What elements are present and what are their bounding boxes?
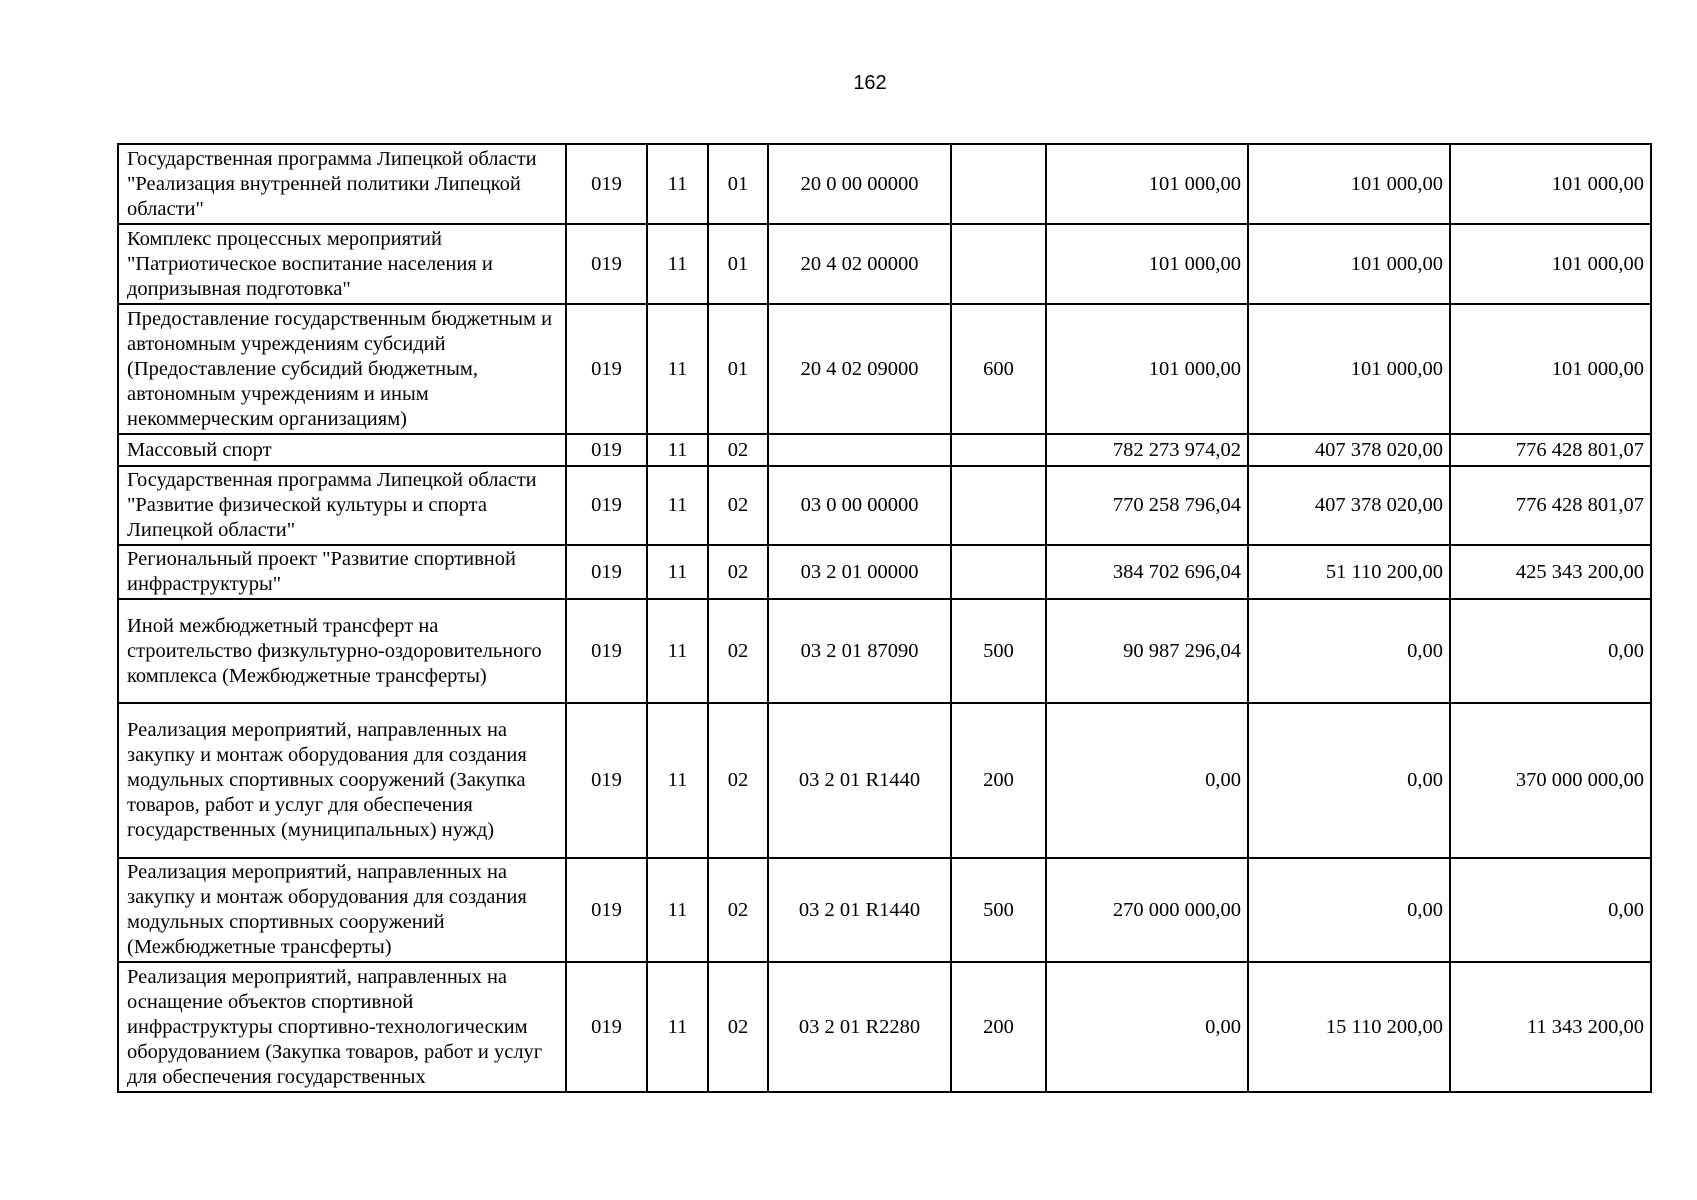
cell-subsection: 02	[708, 962, 768, 1092]
cell-expense-type	[951, 466, 1046, 545]
cell-sum-year-1: 90 987 296,04	[1046, 599, 1248, 703]
cell-expense-type	[951, 224, 1046, 304]
cell-sum-year-2: 15 110 200,00	[1248, 962, 1450, 1092]
table-row	[118, 144, 1651, 224]
cell-subsection: 02	[708, 858, 768, 962]
cell-expense-type	[951, 434, 1046, 466]
cell-name: Реализация мероприятий, направленных на закупку и монтаж оборудования для создания модульных спортивных сооружений (Закупка товаров, работ и услуг для обеспечения государственных (муниципальных) нужд)	[118, 703, 566, 858]
cell-name: Реализация мероприятий, направленных на оснащение объектов спортивной инфраструктуры спортивно-технологическим оборудованием (Закупка товаров, работ и услуг для обеспечения государственных	[118, 962, 566, 1092]
cell-sum-year-3: 776 428 801,07	[1450, 434, 1651, 466]
cell-sum-year-3: 11 343 200,00	[1450, 962, 1651, 1092]
cell-target-article: 03 2 01 87090	[768, 599, 951, 703]
cell-sum-year-2: 407 378 020,00	[1248, 466, 1450, 545]
cell-target-article: 03 2 01 R1440	[768, 703, 951, 858]
cell-name: Комплекс процессных мероприятий "Патриотическое воспитание населения и допризывная подготовка"	[118, 224, 566, 304]
cell-sum-year-1: 270 000 000,00	[1046, 858, 1248, 962]
cell-section: 11	[647, 144, 708, 224]
cell-target-article: 03 2 01 R1440	[768, 858, 951, 962]
cell-expense-type	[951, 545, 1046, 599]
cell-ministry-code: 019	[566, 434, 647, 466]
cell-expense-type: 600	[951, 304, 1046, 434]
cell-name: Региональный проект "Развитие спортивной инфраструктуры"	[118, 545, 566, 599]
cell-section: 11	[647, 858, 708, 962]
cell-sum-year-2: 51 110 200,00	[1248, 545, 1450, 599]
cell-sum-year-3: 101 000,00	[1450, 304, 1651, 434]
cell-sum-year-2: 101 000,00	[1248, 224, 1450, 304]
cell-subsection: 02	[708, 703, 768, 858]
cell-ministry-code: 019	[566, 962, 647, 1092]
cell-sum-year-2: 101 000,00	[1248, 144, 1450, 224]
cell-section: 11	[647, 962, 708, 1092]
table-row	[118, 304, 1651, 434]
table-row	[118, 466, 1651, 545]
cell-expense-type: 500	[951, 858, 1046, 962]
cell-name: Реализация мероприятий, направленных на закупку и монтаж оборудования для создания модульных спортивных сооружений (Межбюджетные трансферты)	[118, 858, 566, 962]
cell-section: 11	[647, 545, 708, 599]
cell-target-article: 03 0 00 00000	[768, 466, 951, 545]
table-row	[118, 545, 1651, 599]
cell-sum-year-3: 0,00	[1450, 599, 1651, 703]
cell-subsection: 02	[708, 434, 768, 466]
cell-name: Иной межбюджетный трансферт на строительство физкультурно-оздоровительного комплекса (Межбюджетные трансферты)	[118, 599, 566, 703]
cell-ministry-code: 019	[566, 224, 647, 304]
cell-ministry-code: 019	[566, 304, 647, 434]
cell-expense-type: 200	[951, 962, 1046, 1092]
cell-section: 11	[647, 304, 708, 434]
cell-subsection: 02	[708, 466, 768, 545]
page-number: 162	[853, 72, 887, 94]
cell-sum-year-1: 101 000,00	[1046, 144, 1248, 224]
cell-target-article: 20 4 02 00000	[768, 224, 951, 304]
cell-ministry-code: 019	[566, 599, 647, 703]
cell-sum-year-1: 384 702 696,04	[1046, 545, 1248, 599]
cell-ministry-code: 019	[566, 858, 647, 962]
cell-name: Массовый спорт	[118, 434, 566, 466]
table-row	[118, 858, 1651, 962]
cell-ministry-code: 019	[566, 466, 647, 545]
cell-sum-year-1: 101 000,00	[1046, 304, 1248, 434]
cell-ministry-code: 019	[566, 545, 647, 599]
cell-sum-year-3: 776 428 801,07	[1450, 466, 1651, 545]
cell-section: 11	[647, 224, 708, 304]
budget-table-container	[117, 143, 1650, 1093]
cell-ministry-code: 019	[566, 703, 647, 858]
cell-sum-year-3: 425 343 200,00	[1450, 545, 1651, 599]
cell-ministry-code: 019	[566, 144, 647, 224]
budget-table	[117, 143, 1652, 1093]
cell-section: 11	[647, 466, 708, 545]
cell-sum-year-2: 101 000,00	[1248, 304, 1450, 434]
cell-sum-year-1: 101 000,00	[1046, 224, 1248, 304]
cell-sum-year-1: 770 258 796,04	[1046, 466, 1248, 545]
cell-subsection: 02	[708, 599, 768, 703]
cell-target-article: 03 2 01 R2280	[768, 962, 951, 1092]
cell-target-article: 03 2 01 00000	[768, 545, 951, 599]
cell-sum-year-2: 0,00	[1248, 858, 1450, 962]
cell-name: Государственная программа Липецкой области "Реализация внутренней политики Липецкой области"	[118, 144, 566, 224]
cell-target-article: 20 0 00 00000	[768, 144, 951, 224]
cell-subsection: 01	[708, 304, 768, 434]
cell-subsection: 02	[708, 545, 768, 599]
cell-sum-year-2: 0,00	[1248, 599, 1450, 703]
table-row	[118, 599, 1651, 703]
cell-sum-year-3: 0,00	[1450, 858, 1651, 962]
budget-table-body	[118, 144, 1651, 1092]
cell-target-article: 20 4 02 09000	[768, 304, 951, 434]
cell-section: 11	[647, 434, 708, 466]
cell-subsection: 01	[708, 224, 768, 304]
cell-section: 11	[647, 703, 708, 858]
cell-expense-type: 200	[951, 703, 1046, 858]
table-row	[118, 224, 1651, 304]
cell-sum-year-3: 101 000,00	[1450, 144, 1651, 224]
cell-sum-year-2: 407 378 020,00	[1248, 434, 1450, 466]
cell-sum-year-3: 370 000 000,00	[1450, 703, 1651, 858]
cell-sum-year-2: 0,00	[1248, 703, 1450, 858]
table-row	[118, 434, 1651, 466]
cell-target-article	[768, 434, 951, 466]
cell-subsection: 01	[708, 144, 768, 224]
table-row	[118, 962, 1651, 1092]
cell-expense-type: 500	[951, 599, 1046, 703]
cell-sum-year-3: 101 000,00	[1450, 224, 1651, 304]
cell-sum-year-1: 0,00	[1046, 962, 1248, 1092]
table-row	[118, 703, 1651, 858]
cell-sum-year-1: 0,00	[1046, 703, 1248, 858]
cell-sum-year-1: 782 273 974,02	[1046, 434, 1248, 466]
cell-name: Предоставление государственным бюджетным и автономным учреждениям субсидий (Предоставление субсидий бюджетным, автономным учреждениям и иным некоммерческим организациям)	[118, 304, 566, 434]
cell-expense-type	[951, 144, 1046, 224]
cell-name: Государственная программа Липецкой области "Развитие физической культуры и спорта Липецкой области"	[118, 466, 566, 545]
cell-section: 11	[647, 599, 708, 703]
